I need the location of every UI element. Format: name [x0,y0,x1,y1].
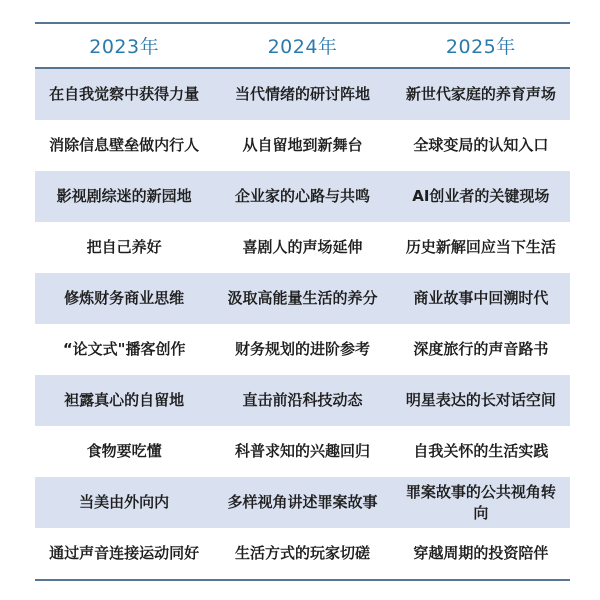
table-header-row [35,24,570,69]
table-row [35,171,570,222]
table-row [35,375,570,426]
table-cell: 商业故事中回溯时代 [413,289,549,307]
table-row [35,324,570,375]
table-cell: 从自留地到新舞台 [242,136,363,154]
table-cell: 当代情绪的研讨阵地 [234,85,370,103]
table-cell: 明星表达的长对话空间 [405,391,556,409]
column-header-year-1: 2023年 [89,36,160,58]
table-cell: 影视剧综迷的新园地 [56,187,192,205]
table-cell: 当美由外向内 [79,493,170,511]
table-cell: 财务规划的进阶参考 [234,340,370,358]
table-cell: “论文式"播客创作 [62,340,186,358]
table-cell: 消除信息壁垒做内行人 [49,136,200,154]
table-cell: AI创业者的关键现场 [412,187,550,205]
table-cell: 喜剧人的声场延伸 [242,238,363,256]
table-cell: 科普求知的兴趣回归 [234,442,370,460]
table-cell: 直击前沿科技动态 [242,391,363,409]
table-cell: 自我关怀的生活实践 [413,442,549,460]
table-cell: 生活方式的玩家切磋 [234,544,370,562]
table-cell: 穿越周期的投资陪伴 [413,544,549,562]
table-cell: 深度旅行的声音路书 [413,340,549,358]
table-row [35,120,570,171]
table-row [35,69,570,120]
table-cell: 食物要吃懂 [86,442,162,460]
table-cell: 企业家的心路与共鸣 [234,187,370,205]
table-cell: 在自我觉察中获得力量 [49,85,200,103]
table-cell: 袒露真心的自留地 [64,391,185,409]
year-comparison-table [35,22,570,581]
table-cell: 修炼财务商业思维 [64,289,185,307]
table-row [35,426,570,477]
table-row [35,222,570,273]
column-header-year-2: 2024年 [267,36,338,58]
column-header-year-3: 2025年 [445,36,516,58]
table-cell: 把自己养好 [86,238,162,256]
table-cell: 罪案故事的公共视角转向 [405,482,556,522]
table-cell: 汲取高能量生活的养分 [227,289,378,307]
table-cell: 多样视角讲述罪案故事 [227,493,378,511]
table-row [35,477,570,528]
table-row [35,528,570,579]
table-cell: 历史新解回应当下生活 [405,238,556,256]
table-row [35,273,570,324]
table-cell: 全球变局的认知入口 [413,136,549,154]
table-cell: 新世代家庭的养育声场 [405,85,556,103]
table-cell: 通过声音连接运动同好 [49,544,200,562]
